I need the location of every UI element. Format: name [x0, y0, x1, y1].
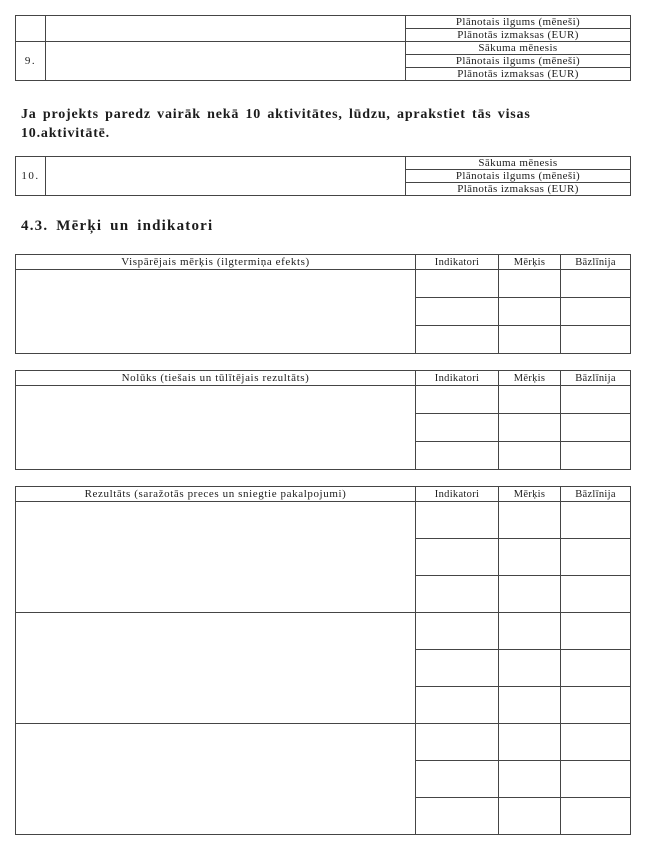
baseline-cell: [561, 650, 631, 687]
indicator-cell: [416, 576, 499, 613]
indicator-cell: [416, 724, 499, 761]
field-label-start-month: Sākuma mēnesis: [406, 157, 631, 170]
target-cell: [499, 442, 561, 470]
field-label-start-month: Sākuma mēnesis: [406, 42, 631, 55]
indicator-cell: [416, 650, 499, 687]
baseline-cell: [561, 613, 631, 650]
field-label-planned-costs: Plānotās izmaksas (EUR): [406, 183, 631, 196]
target-cell: [499, 724, 561, 761]
indicator-cell: [416, 442, 499, 470]
baseline-cell: [561, 724, 631, 761]
indicator-cell: [416, 414, 499, 442]
activity-description-cell: [46, 16, 406, 42]
column-header-bazlinija: Bāzlīnija: [561, 255, 631, 270]
target-cell: [499, 650, 561, 687]
column-header-indikatori: Indikatori: [416, 255, 499, 270]
indicator-cell: [416, 613, 499, 650]
column-header-merkis: Mērķis: [499, 255, 561, 270]
baseline-cell: [561, 442, 631, 470]
purpose-table: [15, 370, 631, 470]
objective-description-cell: [16, 270, 416, 354]
indicator-cell: [416, 798, 499, 835]
field-label-planned-costs: Plānotās izmaksas (EUR): [406, 29, 631, 42]
column-header-indikatori: Indikatori: [416, 487, 499, 502]
indicator-cell: [416, 761, 499, 798]
activity-number-cell: 10.: [16, 157, 46, 196]
target-cell: [499, 386, 561, 414]
target-cell: [499, 613, 561, 650]
activity-description-cell: [46, 157, 406, 196]
baseline-cell: [561, 326, 631, 354]
target-cell: [499, 761, 561, 798]
result-table: [15, 486, 631, 835]
indicator-cell: [416, 298, 499, 326]
result-description-cell: [16, 613, 416, 724]
activity-number-cell: [16, 16, 46, 42]
purpose-title: Nolūks (tiešais un tūlītējais rezultāts): [16, 371, 416, 386]
field-label-planned-duration: Plānotais ilgums (mēneši): [406, 55, 631, 68]
activity-description-cell: [46, 42, 406, 81]
baseline-cell: [561, 386, 631, 414]
column-header-bazlinija: Bāzlīnija: [561, 371, 631, 386]
column-header-merkis: Mērķis: [499, 371, 561, 386]
target-cell: [499, 798, 561, 835]
result-description-cell: [16, 502, 416, 613]
indicator-cell: [416, 539, 499, 576]
target-cell: [499, 539, 561, 576]
result-title: Rezultāts (saražotās preces un sniegtie pakalpojumi): [16, 487, 416, 502]
baseline-cell: [561, 539, 631, 576]
note-paragraph: Ja projekts paredz vairāk nekā 10 aktivitātes, lūdzu, aprakstiet tās visas 10.aktivitātē.: [21, 107, 531, 141]
activities-table-10: [15, 156, 631, 196]
overall-objective-title: Vispārējais mērķis (ilgtermiņa efekts): [16, 255, 416, 270]
target-cell: [499, 298, 561, 326]
target-cell: [499, 326, 561, 354]
field-label-planned-duration: Plānotais ilgums (mēneši): [406, 170, 631, 183]
baseline-cell: [561, 687, 631, 724]
purpose-description-cell: [16, 386, 416, 470]
column-header-merkis: Mērķis: [499, 487, 561, 502]
target-cell: [499, 502, 561, 539]
column-header-bazlinija: Bāzlīnija: [561, 487, 631, 502]
baseline-cell: [561, 270, 631, 298]
indicator-cell: [416, 687, 499, 724]
baseline-cell: [561, 502, 631, 539]
baseline-cell: [561, 414, 631, 442]
indicator-cell: [416, 270, 499, 298]
baseline-cell: [561, 298, 631, 326]
field-label-planned-costs: Plānotās izmaksas (EUR): [406, 68, 631, 81]
activities-table-continued: [15, 15, 631, 81]
column-header-indikatori: Indikatori: [416, 371, 499, 386]
indicator-cell: [416, 326, 499, 354]
baseline-cell: [561, 761, 631, 798]
baseline-cell: [561, 798, 631, 835]
target-cell: [499, 576, 561, 613]
baseline-cell: [561, 576, 631, 613]
result-description-cell: [16, 724, 416, 835]
activity-number-cell: 9.: [16, 42, 46, 81]
overall-objective-table: [15, 254, 631, 354]
field-label-planned-duration: Plānotais ilgums (mēneši): [406, 16, 631, 29]
target-cell: [499, 687, 561, 724]
target-cell: [499, 414, 561, 442]
indicator-cell: [416, 386, 499, 414]
target-cell: [499, 270, 561, 298]
indicator-cell: [416, 502, 499, 539]
section-heading: 4.3. Mērķi un indikatori: [21, 218, 214, 234]
